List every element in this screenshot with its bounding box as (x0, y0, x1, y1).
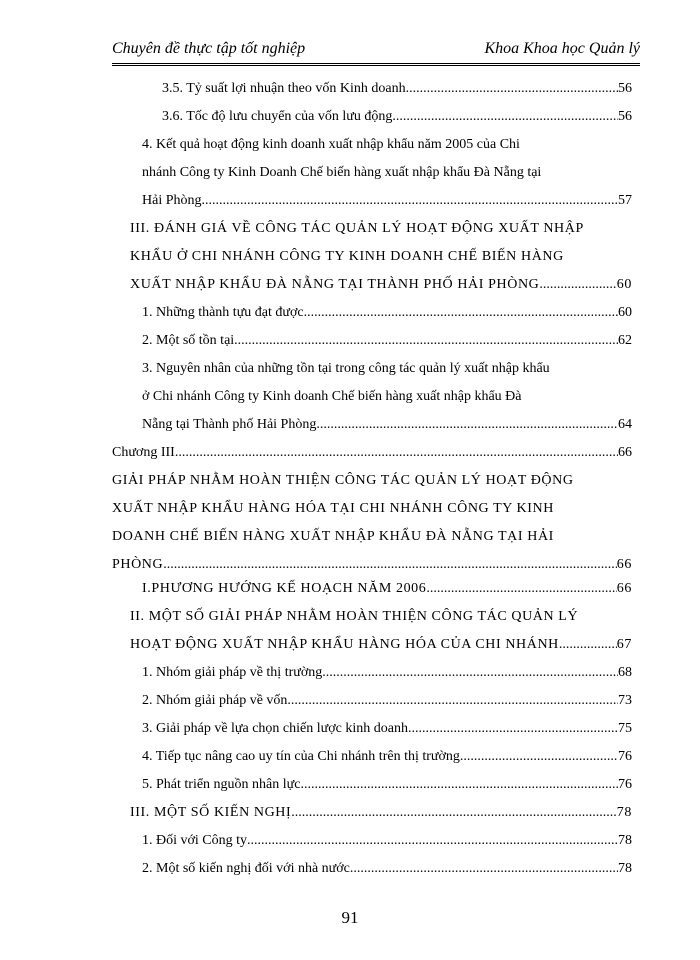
toc-entry-text: XUẤT NHẬP KHẨU ĐÀ NẴNG TẠI THÀNH PHỐ HẢI PHÒNG (130, 277, 540, 292)
toc-page-number: 75 (618, 721, 632, 736)
toc-entry (162, 103, 632, 131)
toc-entry-text: 4. Kết quả hoạt động kinh doanh xuất nhập khẩu năm 2005 của Chi (142, 137, 520, 152)
header-left-title: Chuyên đề thực tập tốt nghiệp (112, 40, 306, 57)
toc-page-number: 73 (618, 693, 632, 708)
toc-entry-text: PHÒNG (112, 557, 164, 572)
toc-entry-text: ở Chi nhánh Công ty Kinh doanh Chế biến hàng xuất nhập khẩu Đà (142, 389, 522, 404)
toc-entry-text: III. ĐÁNH GIÁ VỀ CÔNG TÁC QUẢN LÝ HOẠT ĐỘNG XUẤT NHẬP (130, 221, 584, 236)
toc-page-number: 67 (616, 637, 632, 652)
toc-page-number: 78 (618, 861, 632, 876)
dot-leader (304, 299, 618, 327)
toc-page-number: 76 (618, 749, 632, 764)
dot-leader (559, 631, 617, 659)
toc-entry-text: 2. Nhóm giải pháp về vốn. (142, 693, 291, 708)
toc-entry (142, 771, 632, 799)
toc-entry-text: II. MỘT SỐ GIẢI PHÁP NHẰM HOÀN THIỆN CÔNG TÁC QUẢN LÝ (130, 609, 579, 624)
dot-leader (175, 439, 618, 467)
toc-entry (142, 355, 632, 439)
toc-entry-text: 3.6. Tốc độ lưu chuyển của vốn lưu động (162, 109, 393, 124)
toc-entry (142, 743, 632, 771)
toc-page-number: 78 (616, 805, 632, 820)
dot-leader (247, 827, 618, 855)
toc-entry-text: 4. Tiếp tục nâng cao uy tín của Chi nhánh trên thị trường (142, 749, 460, 764)
toc-entry (142, 855, 632, 883)
toc-entry (142, 827, 632, 855)
dot-leader (238, 327, 618, 355)
toc-page-number: 66 (616, 581, 632, 596)
toc-entry (112, 467, 632, 579)
toc-entry-text: XUẤT NHẬP KHẨU HÀNG HÓA TẠI CHI NHÁNH CÔNG TY KINH (112, 501, 554, 516)
header-right-title: Khoa Khoa học Quản lý (484, 40, 640, 57)
toc-page-number: 60 (618, 305, 632, 320)
toc-entry-text: Hải Phòng (142, 193, 202, 208)
toc-entry-text: 1. Những thành tựu đạt được (142, 305, 304, 320)
toc-entry (142, 715, 632, 743)
toc-entry-text: I.PHƯƠNG HƯỚNG KẾ HOẠCH NĂM 2006 (142, 581, 427, 596)
toc-page-number: 62 (618, 333, 632, 348)
toc-entry-text: Chương III (112, 445, 175, 460)
toc-entry-text: GIẢI PHÁP NHẰM HOÀN THIỆN CÔNG TÁC QUẢN LÝ HOẠT ĐỘNG (112, 473, 574, 488)
toc-entry-text: 5. Phát triển nguồn nhân lực (142, 777, 301, 792)
toc-entry-text: HOẠT ĐỘNG XUẤT NHẬP KHẨU HÀNG HÓA CỦA CHI NHÁNH (130, 637, 559, 652)
toc-entry (142, 575, 632, 603)
dot-leader (291, 799, 617, 827)
toc-entry-text: nhánh Công ty Kinh Doanh Chế biến hàng xuất nhập khẩu Đà Nẵng tại (142, 165, 542, 180)
toc-entry (142, 687, 632, 715)
dot-leader (322, 659, 618, 687)
dot-leader (539, 271, 616, 299)
page-header (112, 36, 640, 66)
toc-entry (130, 215, 632, 299)
toc-entry-text: 1. Nhóm giải pháp về thị trường (142, 665, 323, 680)
toc-entry (112, 439, 632, 467)
toc-page-number: 57 (618, 193, 632, 208)
dot-leader (291, 687, 618, 715)
toc-entry-text: 3. Giải pháp về lựa chọn chiến lược kinh doanh (142, 721, 408, 736)
toc-page-number: 68 (618, 665, 632, 680)
toc-entry (142, 659, 632, 687)
toc-page-number: 60 (616, 277, 632, 292)
toc-page-number: 56 (618, 109, 632, 124)
toc-entry (142, 327, 632, 355)
dot-leader (409, 75, 618, 103)
toc-entry-text: 2. Một số tồn tại. (142, 333, 238, 348)
dot-leader (350, 855, 618, 883)
toc-entry-text: Nẵng tại Thành phố Hải Phòng. (142, 417, 320, 432)
dot-leader (460, 743, 618, 771)
toc-entry-text: 3.5. Tỷ suất lợi nhuận theo vốn Kinh doanh. (162, 81, 410, 96)
toc-entry (130, 603, 632, 659)
toc-page-number: 76 (618, 777, 632, 792)
dot-leader (426, 575, 616, 603)
toc-entry-text: DOANH CHẾ BIẾN HÀNG XUẤT NHẬP KHẨU ĐÀ NẴNG TẠI HẢI (112, 529, 554, 544)
header-rule (112, 63, 640, 66)
toc-page-number: 66 (616, 557, 632, 572)
toc-page-number: 56 (618, 81, 632, 96)
toc-page-number: 78 (618, 833, 632, 848)
toc-entry (162, 75, 632, 103)
toc-page-number: 64 (618, 417, 632, 432)
toc-entry-text: 3. Nguyên nhân của những tồn tại trong công tác quản lý xuất nhập khẩu (142, 361, 550, 376)
dot-leader (300, 771, 618, 799)
page-number: 91 (341, 908, 359, 927)
toc-entry-text: 1. Đối với Công ty (142, 833, 248, 848)
dot-leader (408, 715, 618, 743)
dot-leader (392, 103, 618, 131)
dot-leader (320, 411, 618, 439)
toc-entry-text: KHẨU Ở CHI NHÁNH CÔNG TY KINH DOANH CHẾ BIẾN HÀNG (130, 249, 564, 264)
dot-leader (202, 187, 619, 215)
toc-page-number: 66 (618, 445, 632, 460)
toc-entry (130, 799, 632, 827)
toc-entry (142, 131, 632, 215)
toc-entry-text: 2. Một số kiến nghị đối với nhà nước (142, 861, 350, 876)
toc-entry-text: III. MỘT SỐ KIẾN NGHỊ (130, 805, 292, 820)
toc-entry (142, 299, 632, 327)
